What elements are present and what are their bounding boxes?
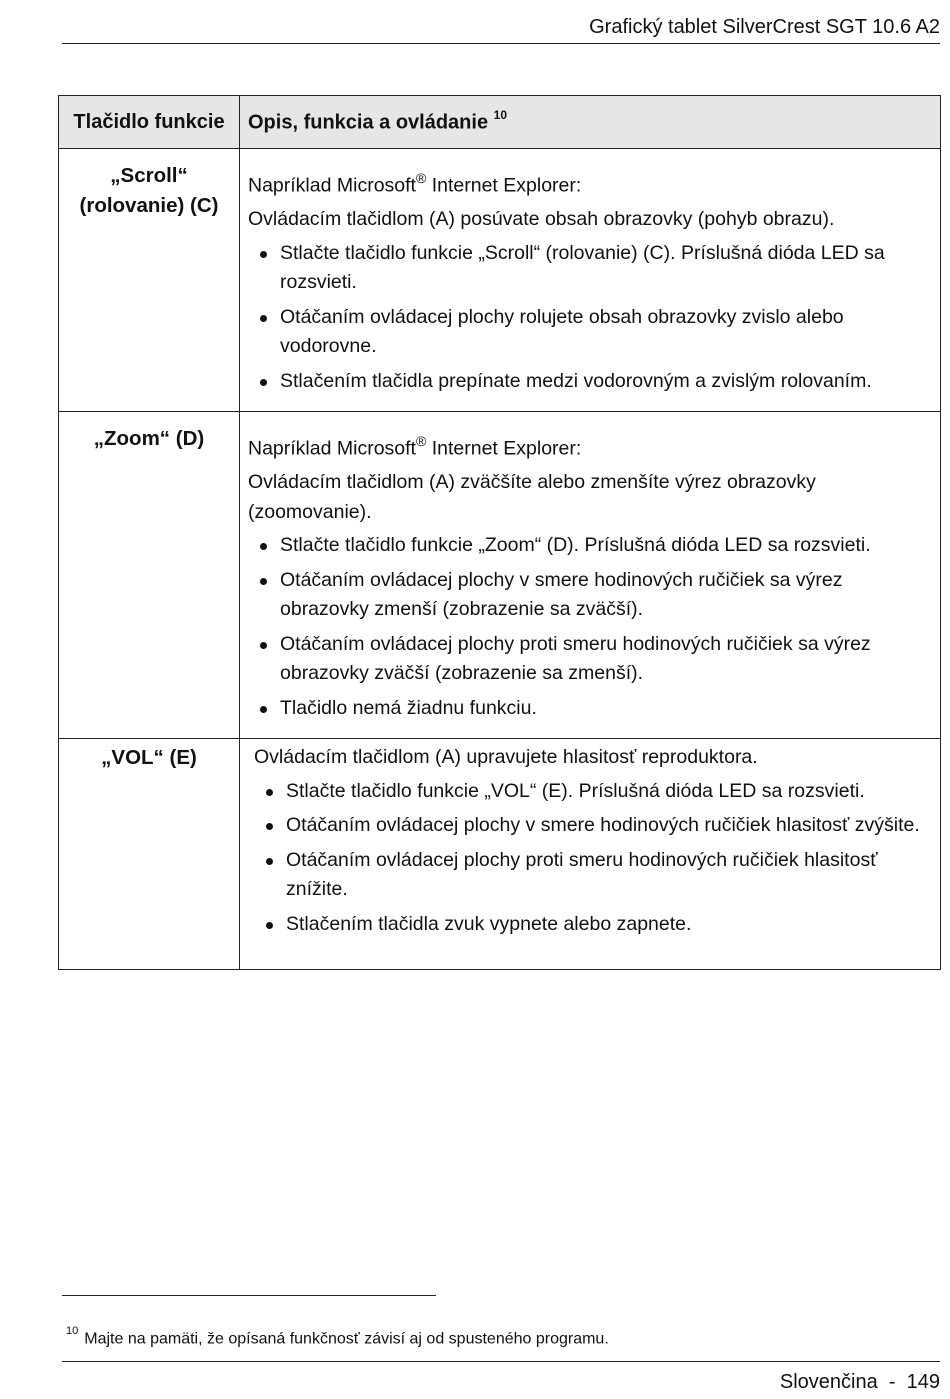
- list-item-text: Stlačením tlačidla zvuk vypnete alebo zapnete.: [286, 912, 692, 935]
- function-name-zoom: [59, 412, 240, 739]
- bullet-icon: [266, 789, 273, 796]
- function-name-scroll-line1: „Scroll“: [110, 164, 188, 187]
- function-name-scroll-line2: (rolovanie) (C): [79, 194, 219, 217]
- list-item-text: Stlačte tlačidlo funkcie „Zoom“ (D). Príslušná dióda LED sa rozsvieti.: [280, 534, 871, 556]
- list-item: [248, 239, 932, 298]
- footnote-reference: 10: [493, 107, 507, 122]
- footnote-divider: [62, 1295, 436, 1296]
- example-suffix: Internet Explorer:: [426, 174, 582, 197]
- list-item-text: Otáčaním ovládacej plochy proti smeru hodinových ručičiek hlasitosť znížite.: [286, 848, 878, 900]
- registered-mark: ®: [415, 433, 427, 449]
- description-paragraph: Ovládacím tlačidlom (A) posúvate obsah obrazovky (pohyb obrazu).: [248, 208, 835, 230]
- bullet-icon: [260, 315, 267, 322]
- function-table: [58, 95, 941, 970]
- page-header: [62, 10, 940, 44]
- footer-divider: [62, 1361, 940, 1362]
- list-item: [254, 811, 932, 841]
- list-item: [254, 910, 932, 940]
- table-row-vol: [59, 739, 941, 970]
- description-paragraph: Ovládacím tlačidlom (A) upravujete hlasitosť reproduktora.: [254, 746, 758, 768]
- list-item-text: Otáčaním ovládacej plochy proti smeru hodinových ručičiek sa výrez obrazovky zväčší (zobrazenie sa zmenší).: [280, 632, 871, 684]
- list-item: [248, 303, 932, 362]
- example-suffix: Internet Explorer:: [426, 437, 582, 460]
- bullet-icon: [260, 251, 267, 258]
- footnote: [66, 1322, 609, 1351]
- list-item: [248, 367, 932, 397]
- column-header-description: [240, 96, 941, 149]
- bullet-icon: [266, 858, 273, 865]
- description-paragraph: Ovládacím tlačidlom (A) zväčšíte alebo zmenšíte výrez obrazovky (zoomovanie).: [248, 471, 816, 523]
- column-header-button: Tlačidlo funkcie: [59, 96, 240, 149]
- example-line: [248, 428, 932, 464]
- function-name-scroll: [59, 149, 240, 412]
- bullet-icon: [260, 379, 267, 386]
- list-item-text: Stlačením tlačidla prepínate medzi vodorovným a zvislým rolovaním.: [280, 369, 872, 392]
- bullet-icon: [260, 578, 267, 585]
- description-zoom: [240, 412, 941, 739]
- description-scroll: [240, 149, 941, 412]
- list-item: [254, 777, 932, 807]
- list-item-text: Otáčaním ovládacej plochy rolujete obsah obrazovky zvislo alebo vodorovne.: [280, 305, 844, 357]
- function-name-vol-line1: „VOL“ (E): [101, 746, 197, 769]
- list-item-text: Stlačte tlačidlo funkcie „Scroll“ (rolovanie) (C). Príslušná dióda LED sa rozsvieti.: [280, 241, 885, 293]
- bullet-icon: [266, 922, 273, 929]
- page-footer: [780, 1368, 940, 1396]
- table-row-scroll: [59, 149, 941, 412]
- list-item-text: Tlačidlo nemá žiadnu funkciu.: [280, 696, 537, 719]
- bullet-icon: [260, 706, 267, 713]
- list-item: [248, 630, 932, 689]
- list-item: [248, 694, 932, 724]
- bullet-list: [248, 239, 932, 397]
- example-line: [248, 165, 932, 201]
- bullet-icon: [266, 823, 273, 830]
- bullet-icon: [260, 642, 267, 649]
- table-header-row: [59, 96, 941, 149]
- list-item-text: Otáčaním ovládacej plochy v smere hodinových ručičiek hlasitosť zvýšite.: [286, 814, 920, 836]
- footnote-number: 10: [66, 1325, 79, 1337]
- bullet-icon: [260, 543, 267, 550]
- table-row-zoom: [59, 412, 941, 739]
- function-name-vol: [59, 739, 240, 970]
- example-prefix: Napríklad Microsoft: [248, 174, 416, 197]
- list-item-text: Otáčaním ovládacej plochy v smere hodinových ručičiek sa výrez obrazovky zmenší (zobrazenie sa zväčší).: [280, 568, 843, 620]
- list-item: [254, 846, 932, 905]
- page-header-title: Grafický tablet SilverCrest SGT 10.6 A2: [589, 16, 940, 38]
- description-vol: [240, 739, 941, 970]
- registered-mark: ®: [415, 170, 427, 186]
- footnote-text: Majte na pamäti, že opísaná funkčnosť závisí aj od spusteného programu.: [84, 1330, 609, 1348]
- page-footer-text: Slovenčina - 149: [779, 1371, 940, 1393]
- bullet-list: [254, 777, 932, 940]
- list-item: [248, 566, 932, 625]
- column-header-description-label: Opis, funkcia a ovládanie: [248, 111, 489, 134]
- function-name-zoom-line1: „Zoom“ (D): [93, 427, 205, 450]
- example-prefix: Napríklad Microsoft: [248, 437, 416, 460]
- list-item-text: Stlačte tlačidlo funkcie „VOL“ (E). Príslušná dióda LED sa rozsvieti.: [286, 779, 865, 802]
- bullet-list: [248, 531, 932, 723]
- list-item: [248, 531, 932, 561]
